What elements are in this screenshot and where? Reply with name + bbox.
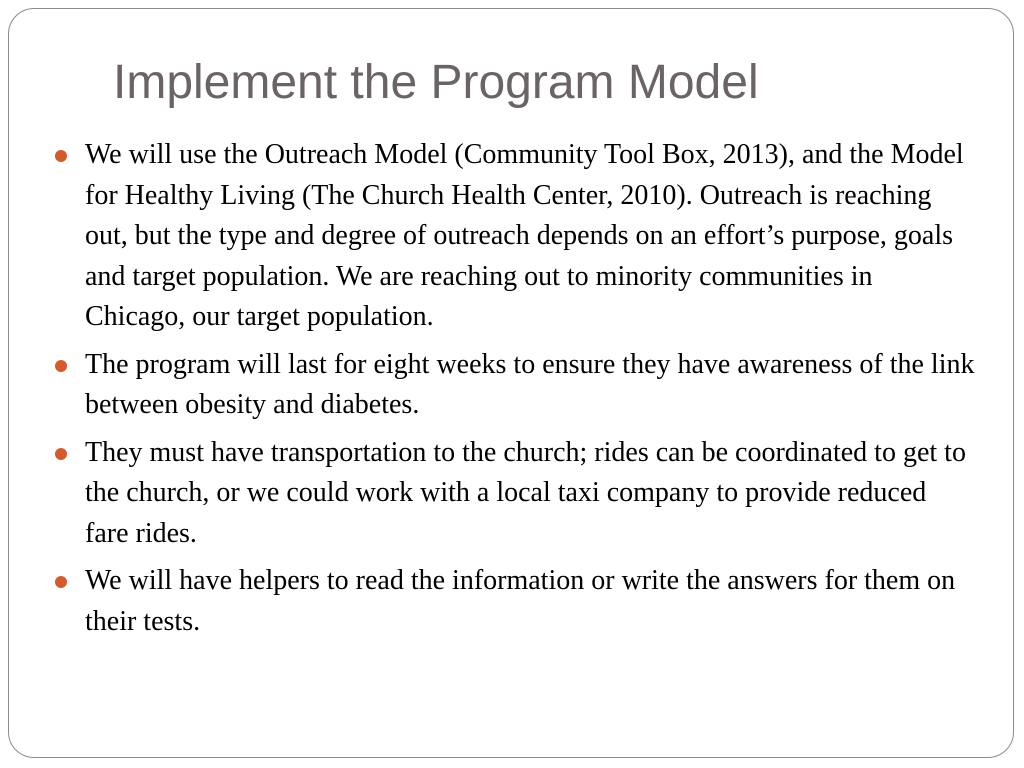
bullet-item xyxy=(55,561,975,642)
bullet-list xyxy=(55,135,975,649)
bullet-dot-icon xyxy=(55,360,67,372)
bullet-text: The program will last for eight weeks to ensure they have awareness of the link between obesity and diabetes. xyxy=(85,348,975,420)
slide-frame xyxy=(8,8,1014,758)
bullet-text: They must have transportation to the church; rides can be coordinated to get to the church, or we could work with a local taxi company to provide reduced fare rides. xyxy=(85,436,966,549)
slide-title: Implement the Program Model xyxy=(113,56,759,109)
bullet-dot-icon xyxy=(55,448,67,460)
bullet-item xyxy=(55,433,975,555)
bullet-text: We will have helpers to read the information or write the answers for them on their tests. xyxy=(85,565,956,637)
bullet-item xyxy=(55,135,975,338)
bullet-text: We will use the Outreach Model (Community Tool Box, 2013), and the Model for Healthy Living (The Church Health Center, 2010). Outreach is reaching out, but the type and degree of outreach depends on an effort’s purpose, goals and target population. We are reaching out to minority communities in Chicago, our target population. xyxy=(85,139,964,332)
bullet-item xyxy=(55,345,975,426)
bullet-dot-icon xyxy=(55,576,67,588)
bullet-dot-icon xyxy=(55,150,67,162)
